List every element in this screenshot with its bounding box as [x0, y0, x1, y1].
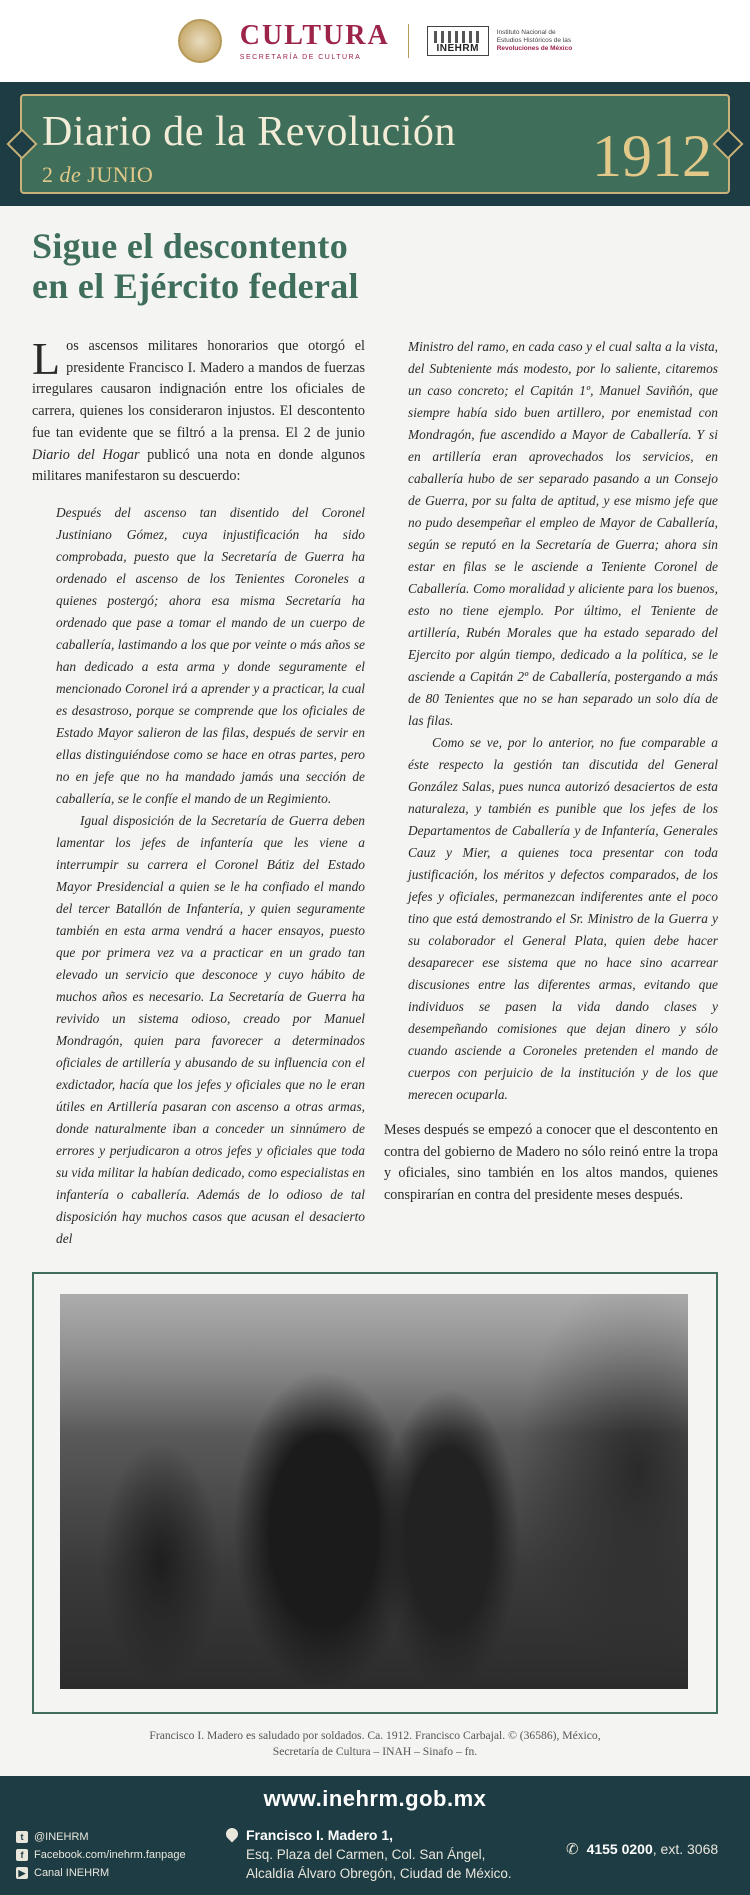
address-block [246, 1826, 512, 1883]
cultura-logo[interactable] [239, 19, 390, 61]
address-line2: Esq. Plaza del Carmen, Col. San Ángel, [246, 1847, 486, 1862]
inehrm-full-name [497, 29, 573, 53]
photo-frame [32, 1272, 718, 1714]
youtube-channel: Canal INEHRM [34, 1867, 110, 1879]
article-column-right [384, 336, 718, 1207]
address-street: Francisco I. Madero 1, [246, 1827, 394, 1843]
quote-paragraph-1: Después del ascenso tan disentido del Coronel Justiniano Gómez, cuya injustificación ha sido comprobada, puesto que la Secretaría de Guerra ha ordenado el ascenso de los Tenientes Coroneles a quienes postergó; ahora esa misma Secretaría ha ordenado que pase a tomar el mando de un cuerpo de caballería, lastimando a los que por veinte o más años se han dedicado a esta arma y donde seguramente el mencionado Coronel irá a aprender y a practicar, la cual es desastroso, porque se comprende que los oficiales de Estado Mayor salieron de las filas, después de servir en ellas distinguiéndose como se hace en otras partes, pero no en jefe que no ha mandado jamás una sección de caballería, se le confíe el mando de un Regimiento. [56, 504, 365, 806]
header-banner [0, 82, 750, 206]
caption-line1: Francisco I. Madero es saludado por soldados. Ca. 1912. Francisco Carbajal. © (36586), México, [149, 1729, 601, 1742]
social-links [16, 1828, 186, 1882]
twitter-icon: t [16, 1831, 28, 1843]
inehrm-line2: Estudios Históricos de las [496, 36, 572, 44]
article-headline [32, 226, 452, 306]
photo-caption [100, 1728, 650, 1760]
cultura-wordmark: CULTURA [239, 19, 390, 51]
banner-panel [20, 94, 730, 194]
closing-paragraph: Meses después se empezó a conocer que el descontento en contra del gobierno de Madero no sólo reinó entre la tropa y oficiales, sino también en los altos mandos, quienes conspirarían en contra del presidente meses después. [384, 1122, 718, 1204]
footer [0, 1776, 750, 1895]
phone-main: 4155 0200 [586, 1841, 653, 1857]
date-month: JUNIO [87, 162, 154, 187]
coat-of-arms-icon [178, 19, 222, 63]
youtube-icon: ▶ [16, 1867, 28, 1879]
quote-paragraph-2: Igual disposición de la Secretaría de Guerra deben lamentar los jefes de infantería que les viene a interrumpir su carrera el Coronel Bátiz del Estado Mayor Presidencial a quien se le ha confiado el mando del tercer Batallón de Infantería, y quien seguramente también en esta arma vendrá a hacer ensayos, puesto que por primera vez va a practicar en un grado tan elevado un servicio que desconoce y cuyo hábito de muchos años es necesario. La Secretaría de Guerra ha revivido un sistema odioso, creado por Manuel Mondragón, quien para favorecer a determinados oficiales de artillería y abusando de su influencia con el exdictador, hacía que los jefes y oficiales que no le eran útiles en Artillería pasaran con ascenso a otras armas, donde naturalmente iban a conceder un sinnúmero de errores y perjudicaron a otros jefes y oficiales que toda su vida militar la habían dedicado, como especialistas en infantería o caballería. Además de lo odioso de tal disposición hay muchos casos que acusan el desacierto del [56, 812, 365, 1246]
caption-line2: Secretaría de Cultura – INAH – Sinafo – fn. [272, 1745, 478, 1758]
intro-paragraph [32, 333, 365, 488]
block-quote [32, 502, 365, 1250]
article-column-left [32, 333, 365, 1250]
twitter-link[interactable] [16, 1828, 186, 1846]
building-icon [427, 26, 489, 56]
headline-line1: Sigue el descontento [32, 226, 348, 266]
facebook-icon: f [16, 1849, 28, 1861]
youtube-link[interactable] [16, 1864, 186, 1882]
intro-text-1: os ascensos militares honorarios que otorgó el presidente Francisco I. Madero a mandos de fuerzas irregulares causaron indignación entre los oficiales de carrera, quienes los consideraron injustos. El descontento fue tan evidente que se filtró a la prensa. El 2 de junio [32, 338, 365, 441]
historical-photo[interactable] [60, 1294, 688, 1689]
inehrm-line1: Instituto Nacional de [496, 28, 556, 36]
date-day: 2 [42, 162, 54, 187]
block-quote-continued [408, 336, 718, 1106]
intro-text-2: publicó una nota en donde algunos militares manifestaron su descuerdo: [32, 446, 365, 485]
location-pin-icon [224, 1826, 241, 1843]
phone-number[interactable] [566, 1840, 718, 1858]
newspaper-name: Diario del Hogar [32, 446, 140, 463]
cultura-subtitle: SECRETARÍA DE CULTURA [239, 53, 362, 61]
date-de: de [59, 162, 82, 187]
phone-icon: ✆ [566, 1841, 579, 1858]
facebook-link[interactable] [16, 1846, 186, 1864]
drop-cap: L [32, 333, 61, 384]
headline-line2: en el Ejército federal [32, 266, 359, 306]
inehrm-line3: Revoluciones de México [496, 45, 573, 53]
quote-paragraph-3: Como se ve, por lo anterior, no fue comparable a éste respecto la gestión tan discutida del General González Salas, pues nunca autorizó desaciertos de esta naturaleza, y también es punible que los jefes de los Departamentos de Caballería y de Infantería, Generales Cauz y Mier, a quienes toca presentar con toda justificación, los méritos y defectos comparados, de los jefes y oficiales, permanezcan indiferentes ante el poco tino que está demostrando el Sr. Ministro de la Guerra y su colaborador el General Plata, quien debe hacer desaparecer ese sistema que no hace sino acarrear discusiones entre las diferentes armas, evitando que individuos se pasen la vida dando clases y desempeñando comisiones que dejan dinero y sólo cuando asciende a Coroneles pretenden el mando de cuerpos con perjuicio de la institución y de los que merecen ocuparla. [408, 735, 718, 1102]
facebook-url: Facebook.com/inehrm.fanpage [34, 1849, 186, 1861]
quote-paragraph-2-continued: Ministro del ramo, en cada caso y el cual salta a la vista, del Subteniente más modesto, por lo saliente, citaremos un caso concreto; el Capitán 1º, Manuel Saviñón, que siempre había sido buen artillero, por enemistad con Mondragón, fue ascendido a Mayor de Caballería. Y si en artillería eran aprovechados los servicios, en caballería hubo de ser separado pasando a un Consejo de Guerra, por su falta de aptitud, y ese mismo jefe que no pudo desempeñar el empleo de Mayor de Caballería, según se reputó en la Secretaría de Guerra; ahora sin estar en filas se le asciende a Teniente Coronel de Caballería. Como moralidad y aliciente para los buenos, esto no tiene ejemplo. Por último, el Teniente de artillería, Rubén Morales que ha estado separado del Ejercito por algún tiempo, dedicado a la política, se le asciende a Capitán 2º de Caballería, postergando a más de 80 Tenientes que no se han separado un solo día de las filas. [408, 339, 718, 728]
banner-date [42, 162, 153, 188]
inehrm-logo[interactable] [427, 26, 573, 56]
website-link[interactable]: www.inehrm.gob.mx [263, 1786, 487, 1811]
top-logo-bar [0, 0, 750, 82]
phone-ext: , ext. 3068 [652, 1841, 719, 1857]
banner-year: 1912 [592, 123, 712, 189]
page-title: Diario de la Revolución [42, 109, 456, 155]
twitter-handle: @INEHRM [34, 1831, 89, 1843]
logo-divider [408, 24, 409, 58]
inehrm-wordmark: INEHRM [436, 43, 479, 54]
address-line3: Alcaldía Álvaro Obregón, Ciudad de México. [246, 1866, 512, 1881]
